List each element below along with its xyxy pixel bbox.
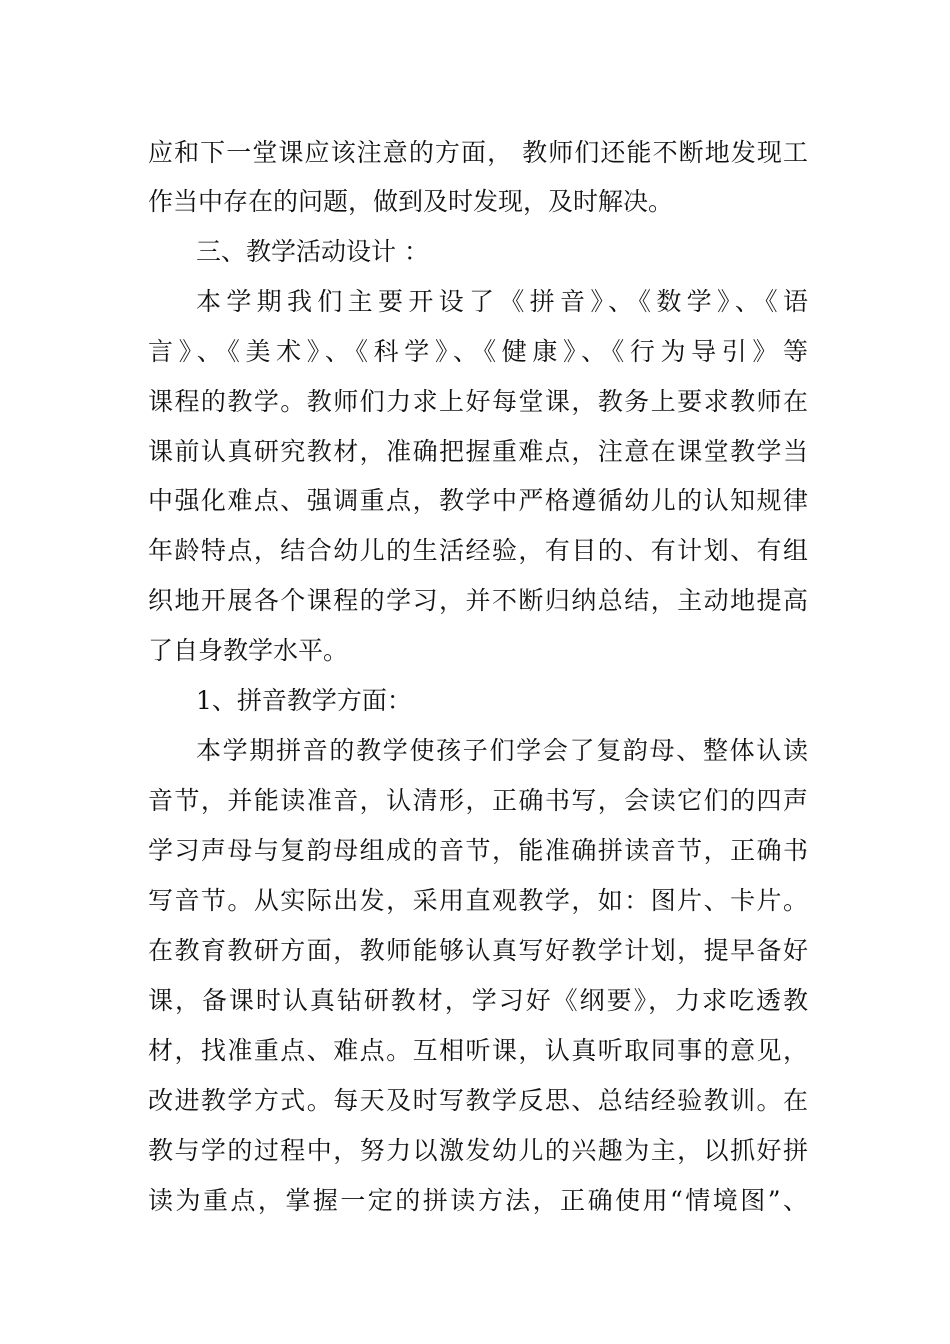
text-line: 教与学的过程中，努力以激发幼儿的兴趣为主，以抓好拼 [148, 1136, 808, 1165]
subsection-heading: 1、拼音教学方面： [196, 686, 412, 715]
text-line: 年龄特点，结合幼儿的生活经验，有目的、有计划、有组 [148, 536, 808, 565]
section-heading: 三、教学活动设计 ： [196, 237, 429, 266]
paragraph-first-line: 本学期拼音的教学使孩子们学会了复韵母、整体认读 [196, 736, 808, 765]
text-line: 课，备课时认真钻研教材，学习好《纲要》，力求吃透教 [148, 986, 808, 1015]
text-line: 中强化难点、强调重点，教学中严格遵循幼儿的认知规律 [148, 486, 808, 515]
text-line: 读为重点，掌握一定的拼读方法，正确使用“情境图”、 [148, 1186, 808, 1215]
text-line: 了自身教学水平。 [148, 636, 349, 665]
text-line: 课程的教学。教师们力求上好每堂课，教务上要求教师在 [148, 387, 808, 416]
text-line: 材，找准重点、难点。互相听课，认真听取同事的意见， [148, 1036, 808, 1065]
text-line: 课前认真研究教材，准确把握重难点，注意在课堂教学当 [148, 437, 808, 466]
paragraph-first-line: 本学期我们主要开设了《拼音》、《数学》、《语 [196, 287, 808, 316]
text-line: 改进教学方式。每天及时写教学反思、总结经验教训。在 [148, 1086, 808, 1115]
text-line: 织地开展各个课程的学习，并不断归纳总结，主动地提高 [148, 586, 808, 615]
text-line: 学习声母与复韵母组成的音节，能准确拼读音节，正确书 [148, 836, 808, 865]
text-line: 作当中存在的问题，做到及时发现，及时解决。 [148, 187, 674, 216]
text-line: 言》、《美术》、《科学》、《健康》、《行为导引》等 [148, 337, 808, 366]
text-line: 音节，并能读准音，认清形，正确书写，会读它们的四声 [148, 786, 808, 815]
text-line: 在教育教研方面，教师能够认真写好教学计划，提早备好 [148, 936, 808, 965]
text-line: 应和下一堂课应该注意的方面， 教师们还能不断地发现工 [148, 138, 808, 167]
text-line: 写音节。从实际出发，采用直观教学，如：图片、卡片。 [148, 886, 808, 915]
